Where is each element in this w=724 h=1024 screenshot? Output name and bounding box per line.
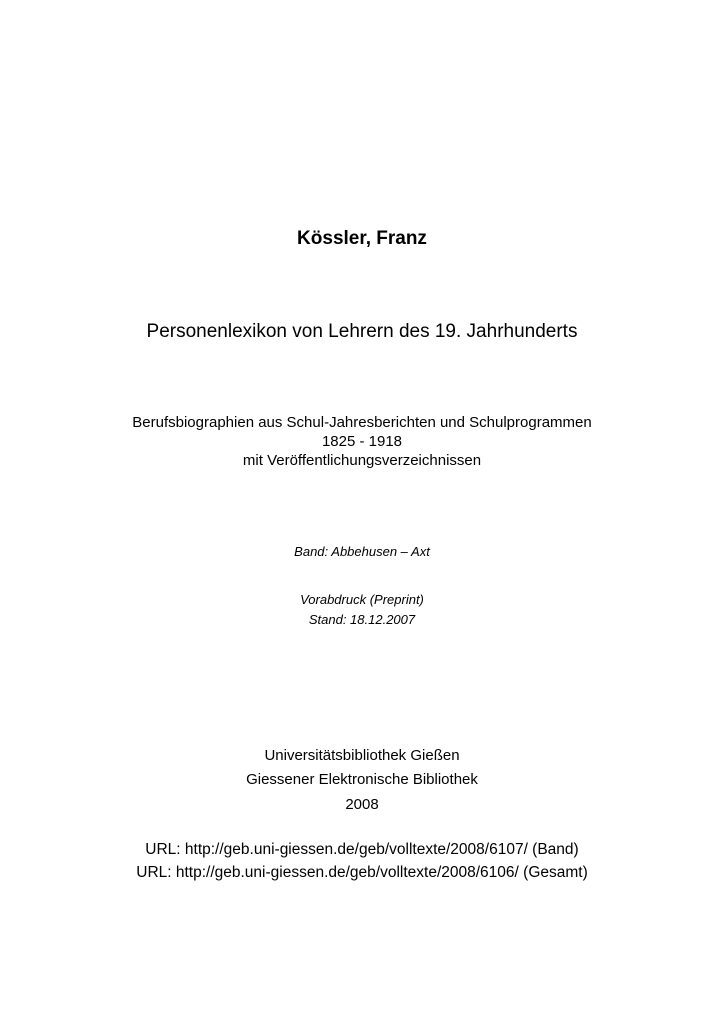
publisher-line-1: Universitätsbibliothek Gießen: [264, 747, 460, 764]
url-band[interactable]: URL: http://geb.uni-giessen.de/geb/volltexte/2008/6107/ (Band): [145, 841, 579, 858]
subtitle-line-3: mit Veröffentlichungsverzeichnissen: [242, 452, 482, 469]
subtitle-line-1: Berufsbiographien aus Schul-Jahresberichten und Schulprogrammen: [132, 414, 592, 431]
preprint-note: Vorabdruck (Preprint): [300, 592, 424, 607]
publication-year: 2008: [345, 796, 379, 813]
publisher-line-2: Giessener Elektronische Bibliothek: [246, 771, 478, 788]
subtitle-line-2: 1825 - 1918: [321, 433, 403, 450]
document-title: Personenlexikon von Lehrern des 19. Jahrhunderts: [146, 321, 578, 342]
author-name: Kössler, Franz: [297, 228, 427, 249]
status-date: Stand: 18.12.2007: [308, 612, 416, 627]
url-gesamt[interactable]: URL: http://geb.uni-giessen.de/geb/volltexte/2008/6106/ (Gesamt): [136, 864, 588, 881]
volume-range: Band: Abbehusen – Axt: [294, 544, 430, 559]
